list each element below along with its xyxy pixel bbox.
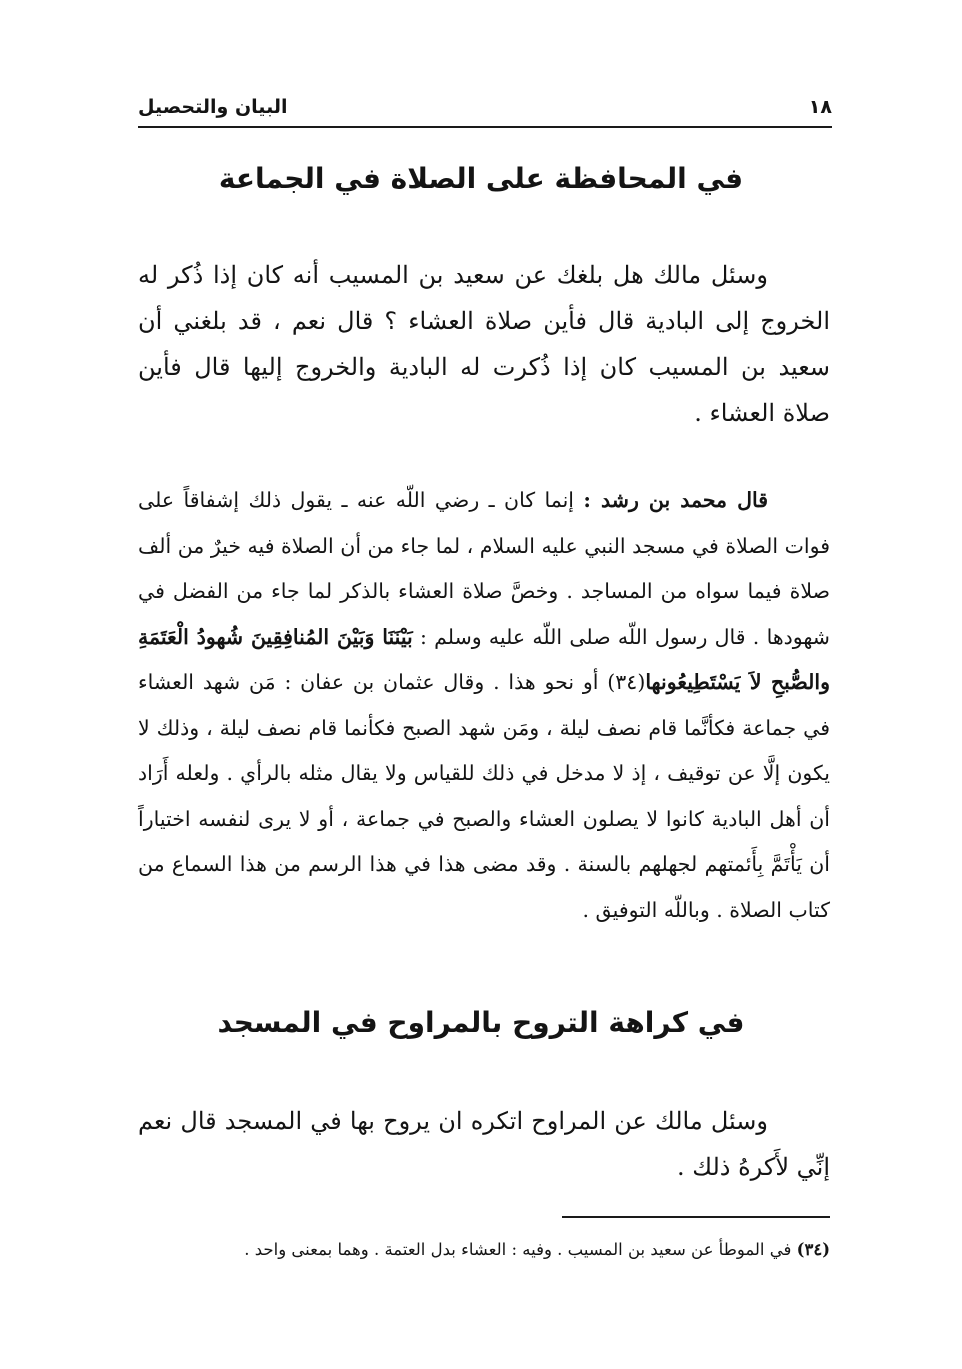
question-paragraph-1: وسئل مالك هل بلغك عن سعيد بن المسيب أنه كان إذا ذُكر له الخروج إلى البادية قال فأين صلاة العشاء ؟ قال نعم ، قد بلغني أن سعيد بن المسيب كان إذا ذُكرت له البادية والخروج إليها قال فأين صلاة العشاء .: [138, 261, 830, 427]
footnote-mark: (٣٤): [796, 1240, 830, 1259]
running-head: [138, 92, 832, 128]
footnote-reference: (٣٤): [607, 670, 646, 694]
footnote: [138, 1236, 830, 1264]
hadith-quote: بَيْنَنَا وَبَيْنَ المُنافِقِينَ شُهودُ الْعَتَمَةِ والصُّبحِ لاَ يَسْتَطِيعُونها: [138, 624, 830, 694]
book-title: البيان والتحصيل: [138, 96, 288, 118]
footnote-divider: [562, 1216, 830, 1218]
section-heading-fans-in-mosque: في كراهة التروح بالمراوح في المسجد: [217, 1006, 745, 1039]
commentary-speaker: قال محمد بن رشد :: [583, 488, 769, 512]
section-heading-prayer-in-congregation: في المحافظة على الصلاة في الجماعة: [218, 162, 744, 195]
commentary-text-1: إنما كان ـ رضي اللّه عنه ـ يقول ذلك إشفاقاً على فوات الصلاة في مسجد النبي عليه السلام ، لما جاء من أن الصلاة فيه خيرٌ من ألف صلاة فيما سواه من المساجد . وخصَّ صلاة العشاء بالذكر لما جاء من الفضل في شهودها . قال رسول اللّه صلى اللّه عليه وسلم :: [138, 488, 830, 649]
commentary-paragraph: [138, 478, 830, 933]
commentary-text-2: أو نحو هذا . وقال عثمان بن عفان : مَن شهد العشاء في جماعة فكأنَّما قام نصف ليلة ، ومَن شهد الصبح فكأنما قام نصف ليلة ، وذلك لا يكون إلَّا عن توقيف ، إذ لا مدخل في ذلك للقياس ولا يقال مثله بالرأي . ولعله أَرَاد أن أهل البادية كانوا لا يصلون العشاء والصبح في جماعة ، أو لا يرى لنفسه اختياراً أن يَأْتَمَّ بِأَئمتهم لجهلهم بالسنة . وقد مضى هذا في هذا الرسم من هذا السماع من كتاب الصلاة . وباللّه التوفيق .: [138, 670, 830, 922]
footnote-text: في الموطأ عن سعيد بن المسيب . وفيه : العشاء بدل العتمة . وهما بمعنى واحد .: [244, 1240, 797, 1259]
page-number: ١٨: [808, 96, 832, 118]
question-paragraph-2: وسئل مالك عن المراوح اتكره ان يروح بها في المسجد قال نعم إنِّي لأَكرهُ ذلك .: [138, 1107, 830, 1181]
